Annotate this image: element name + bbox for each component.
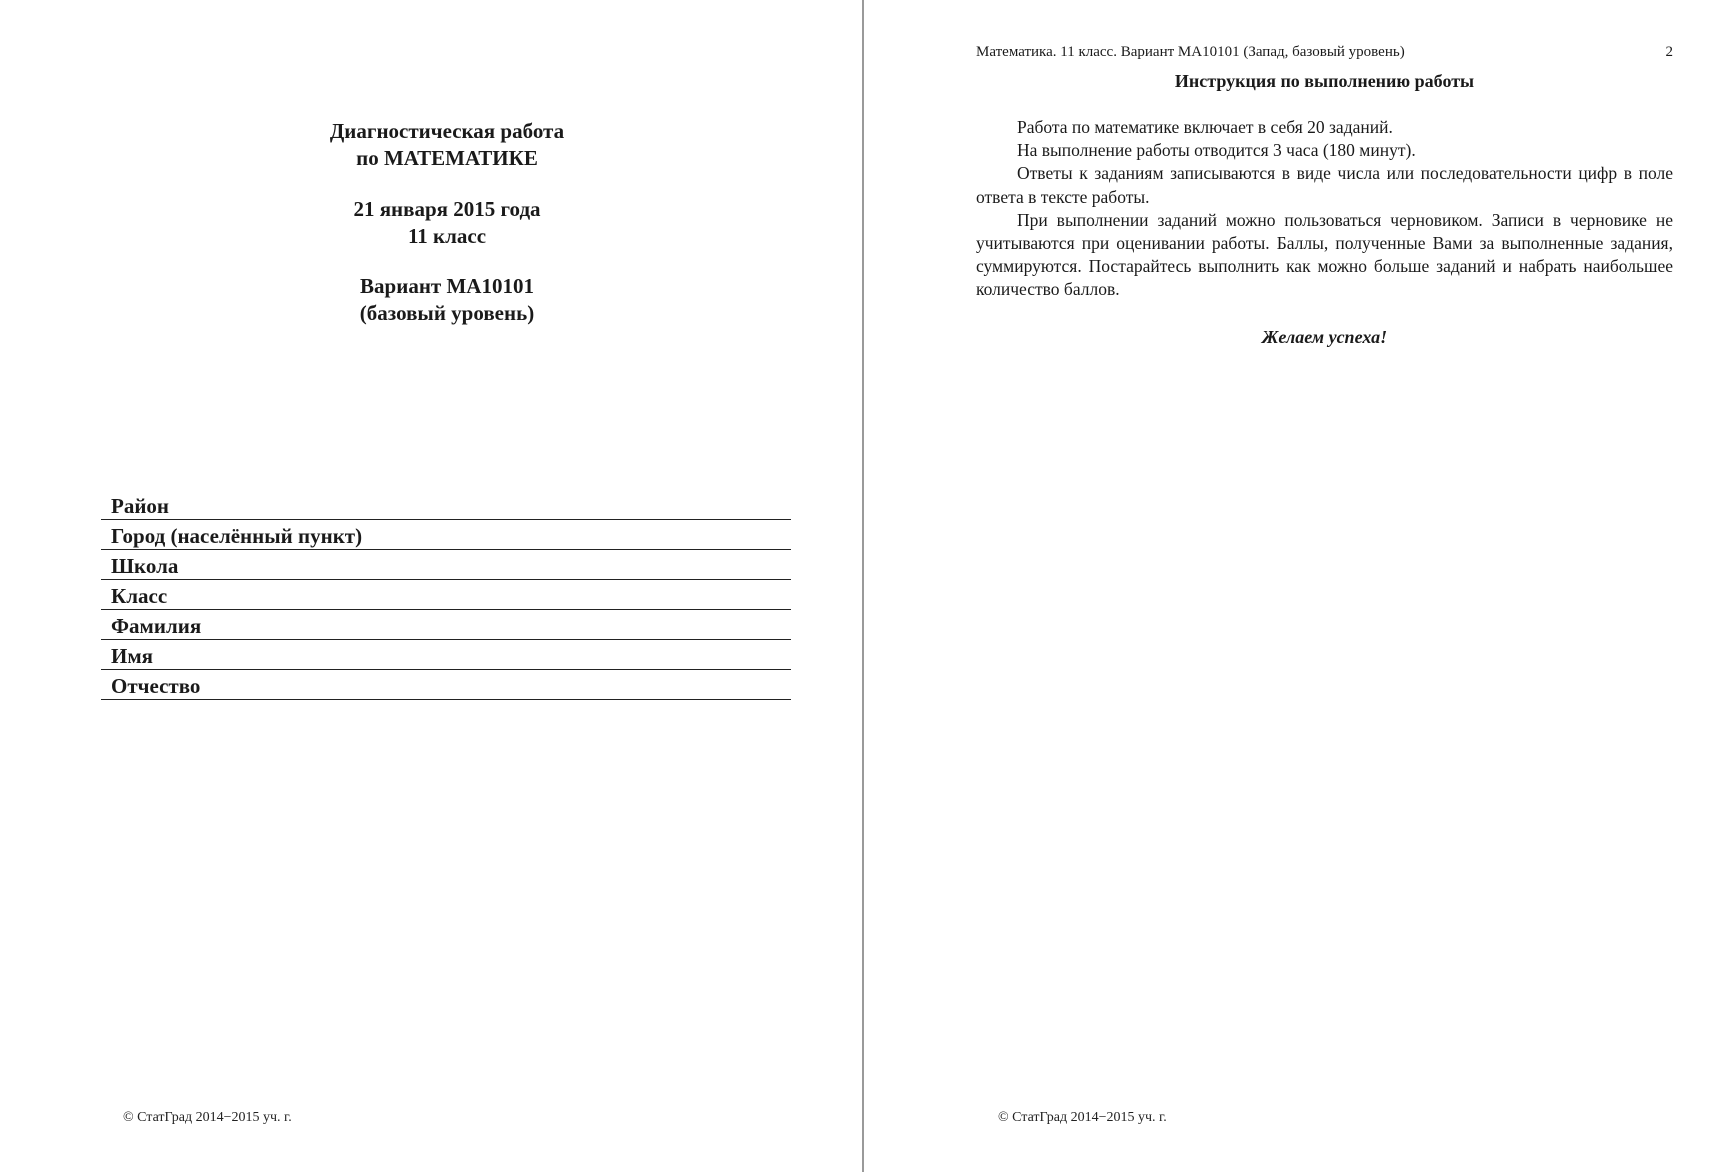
form-field-patronymic[interactable] — [101, 670, 791, 700]
instruction-paragraph: Работа по математике включает в себя 20 заданий. — [1017, 117, 1393, 137]
instructions-body — [976, 116, 1673, 302]
form-label: Район — [111, 494, 170, 518]
title-line-1: Диагностическая работа — [329, 119, 565, 143]
form-field-surname[interactable] — [101, 610, 791, 640]
page-divider — [862, 0, 864, 1172]
form-label: Школа — [111, 554, 179, 578]
instruction-paragraph: При выполнении заданий можно пользоваться черновиком. Записи в черновике не учитываются при оценивании работы. Баллы, полученные Вами за выполненные задания, суммируются. Постарайтесь выполнить как можно больше заданий и набрать наибольшее количество баллов. — [976, 209, 1673, 300]
form-field-school[interactable] — [101, 550, 791, 580]
form-label: Имя — [111, 644, 153, 668]
running-head-title: Математика. 11 класс. Вариант МА10101 (Запад, базовый уровень) — [976, 44, 1405, 60]
form-label: Отчество — [111, 674, 201, 698]
exam-date: 21 января 2015 года — [353, 197, 541, 221]
copyright-footer: © СтатГрад 2014−2015 уч. г. — [998, 1110, 1167, 1125]
page-number: 2 — [1665, 44, 1673, 60]
instruction-paragraph: Ответы к заданиям записываются в виде числа или последовательности цифр в поле ответа в тексте работы. — [976, 163, 1673, 207]
form-field-district[interactable] — [101, 490, 791, 520]
work-title — [0, 118, 894, 172]
grade: 11 класс — [407, 224, 487, 248]
instruction-paragraph: На выполнение работы отводится 3 часа (180 минут). — [1017, 140, 1416, 161]
form-field-city[interactable] — [101, 520, 791, 550]
variant-block — [0, 273, 894, 327]
variant-code: Вариант МА10101 — [360, 274, 534, 298]
copyright-footer: © СтатГрад 2014−2015 уч. г. — [123, 1110, 292, 1125]
form-field-class[interactable] — [101, 580, 791, 610]
form-label: Фамилия — [111, 614, 202, 638]
date-block — [0, 196, 894, 250]
instructions-title: Инструкция по выполнению работы — [1174, 71, 1475, 91]
form-field-name[interactable] — [101, 640, 791, 670]
closing-wish: Желаем успеха! — [1261, 327, 1388, 347]
student-info-form — [101, 490, 791, 700]
left-page — [0, 0, 862, 1172]
title-line-2: по МАТЕМАТИКЕ — [356, 146, 538, 170]
right-page — [865, 0, 1727, 1172]
form-label: Город (населённый пункт) — [111, 524, 363, 548]
variant-level: (базовый уровень) — [359, 301, 535, 325]
form-label: Класс — [111, 584, 168, 608]
